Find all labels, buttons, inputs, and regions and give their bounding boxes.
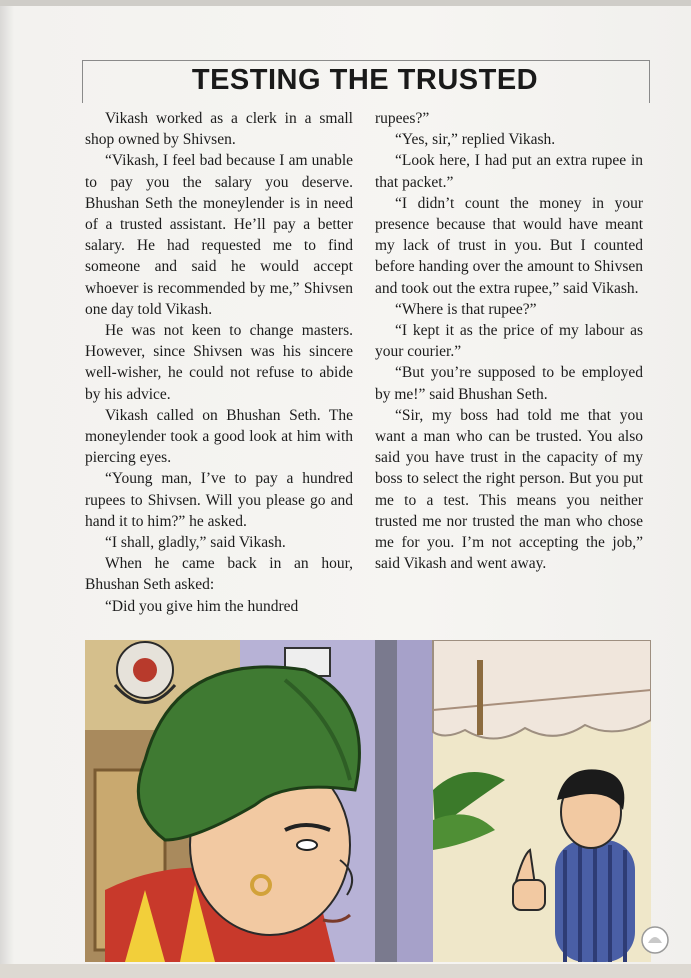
- right-text-column: [375, 108, 643, 574]
- publisher-logo-icon: [640, 925, 670, 955]
- paragraph: “Young man, I’ve to pay a hundred rupees to Shivsen. Will you please go and hand it to him?” he asked.: [85, 470, 353, 530]
- story-illustration: [85, 640, 651, 962]
- paragraph: rupees?”: [375, 110, 430, 127]
- ornament-icon: [115, 642, 175, 703]
- left-text-column: [85, 108, 353, 617]
- paragraph: “I kept it as the price of my labour as your courier.”: [375, 322, 643, 361]
- paragraph: “I didn’t count the money in your presence because that would have meant my lack of trust in you. But I counted before handing over the amount to Shivsen and took out the extra rupee,” said Vikash.: [375, 194, 643, 297]
- awning: [433, 640, 651, 739]
- paragraph: Vikash called on Bhushan Seth. The moneylender took a good look at him with piercing eyes.: [85, 406, 353, 467]
- paragraph: He was not keen to change masters. However, since Shivsen was his sincere well-wisher, he could not refuse to abide by his advice.: [85, 322, 353, 403]
- paragraph: Vikash worked as a clerk in a small shop owned by Shivsen.: [85, 110, 353, 149]
- paragraph: “Look here, I had put an extra rupee in that packet.”: [375, 152, 643, 191]
- paragraph: “Sir, my boss had told me that you want a man who can be trusted. You also said you have trust in the capacity of my boss to select the right person. But you put me to a test. This means you neither trusted me nor trusted the man who chose me for you. I’m not accepting the job,” said Vikash and went away.: [375, 406, 643, 573]
- paragraph: “Yes, sir,” replied Vikash.: [395, 131, 556, 149]
- page-bottom-edge: [0, 964, 691, 978]
- paragraph: “Where is that rupee?”: [395, 300, 537, 318]
- paragraph: “I shall, gladly,” said Vikash.: [105, 534, 286, 552]
- paragraph: “Did you give him the hundred: [105, 597, 299, 615]
- paragraph: “Vikash, I feel bad because I am unable to pay you the salary you deserve. Bhushan Seth the moneylender is in need of a trusted assistant. He’ll pay a better salary. He had requested me to find someone and said he would accept whoever is recommended by me,” Shivsen one day told Vikash.: [85, 152, 353, 318]
- story-title: TESTING THE TRUSTED: [191, 64, 539, 96]
- paragraph: “But you’re supposed to be employed by me!” said Bhushan Seth.: [375, 364, 643, 403]
- paragraph: When he came back in an hour, Bhushan Seth asked:: [85, 555, 353, 594]
- page-top-edge: [0, 0, 691, 6]
